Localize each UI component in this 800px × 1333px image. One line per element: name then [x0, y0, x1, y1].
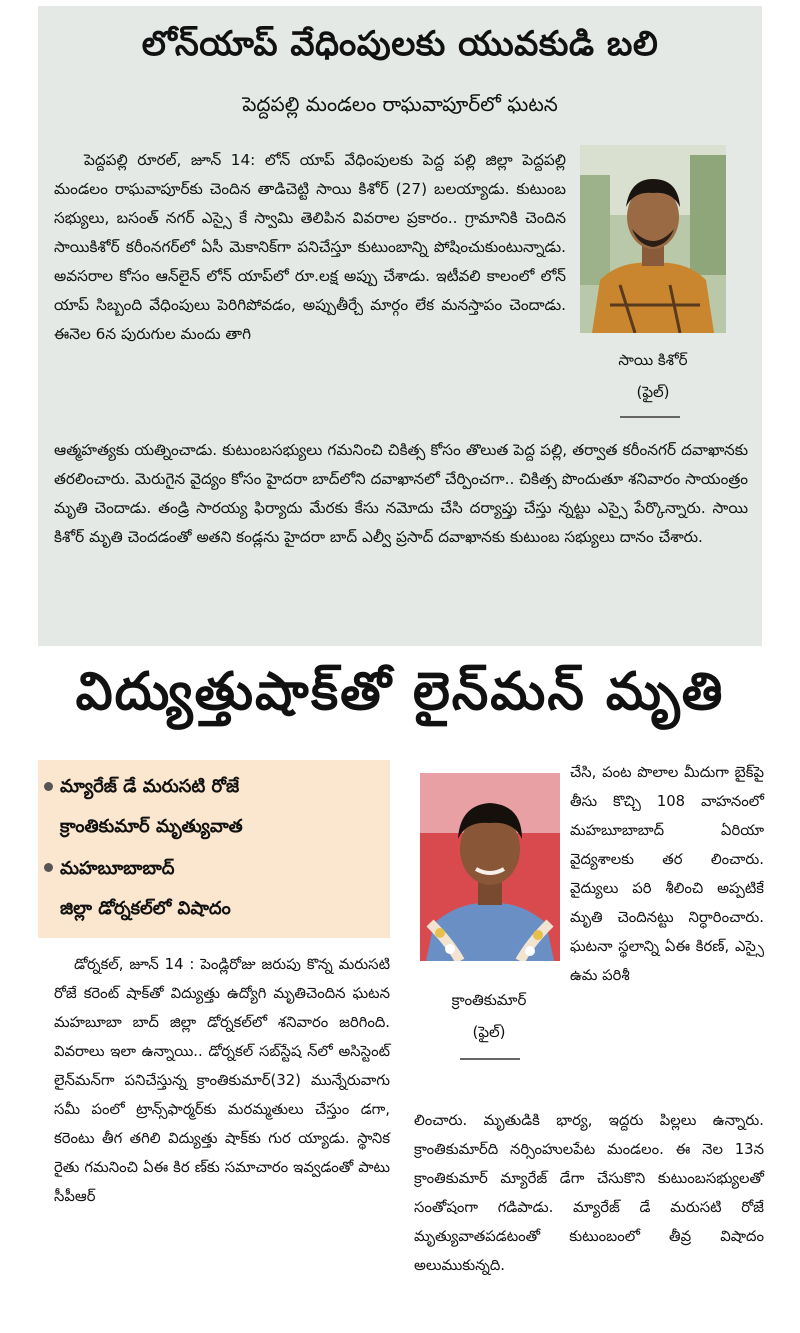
- story1-headline: లోన్‌యాప్‌ వేధింపులకు యువకుడి బలి: [141, 24, 659, 64]
- story1-body-part1: పెద్దపల్లి రూరల్‌, జూన్‌ 14: లోన్‌ యాప్‌ వేధింపులకు పెద్ద పల్లి జిల్లా పెద్దపల్లి మండలం రాఘవాపూర్‌కు చెందిన తాడిచెట్టి సాయి కిశోర్‌ (27) బలయ్యాడు. కుటుంబ సభ్యులు, బసంత్‌ నగర్‌ ఎస్సై కే స్వామి తెలిపిన వివరాల ప్రకారం.. గ్రామానికి చెందిన సాయికిశోర్‌ కరీంనగర్‌లో ఏసీ మెకానిక్‌గా పనిచేస్తూ కుటుంబాన్ని పోషించుకుంటున్నాడు. అవసరాల కోసం ఆన్‌లైన్‌ లోన్‌ యాప్‌లో రూ.లక్ష అప్పు చేశాడు. ఇటీవలి కాలంలో లోన్‌ యాప్‌ సిబ్బంది వేధింపులు పెరిగిపోవడం, అప్పుతీర్చే మార్గం లేక మనస్తాపం చెందాడు. ఈనెల 6న పురుగుల మందు తాగి: [54, 151, 566, 343]
- story2-body-left: డోర్నకల్‌, జూన్‌ 14 : పెండ్లిరోజు జరుపు కొన్న మరుసటి రోజే కరెంట్‌ షాక్‌తో విద్యుత్తు ఉద్యోగి మృతిచెందిన ఘటన మహబూబా బాద్‌ జిల్లా డోర్నకల్‌లో శనివారం జరిగింది. వివరాలు ఇలా ఉన్నాయి.. డోర్నకల్‌ సబ్‌స్టేష న్‌లో అసిస్టెంట్‌ లైన్‌మన్‌గా పనిచేస్తున్న క్రాంతికుమార్‌(32) మున్నేరువాగు సమీ పంలో ట్రాన్స్‌ఫార్మర్‌కు మరమ్మతులు చేస్తుం డగా, కరెంటు తీగ తగిలి విద్యుత్తు షాక్‌కు గుర య్యాడు. స్థానిక రైతు గమనించి ఏఈ కిర ణ్‌కు సమాచారం ఇవ్వడంతో పాటు సీపీఆర్‌: [54, 956, 390, 1205]
- story2-headline: విద్యుత్తుషాక్‌తో లైన్‌మన్‌ మృతి: [75, 662, 725, 722]
- story1-photo-caption-file: (ఫైల్‌): [636, 383, 670, 401]
- highlight-line-2: క్రాంతికుమార్‌ మృత్యువాత: [60, 816, 243, 837]
- story1-subheadline: పెద్దపల్లి మండలం రాఘవాపూర్‌లో ఘటన: [242, 92, 558, 116]
- story1-body-part2: ఆత్మహత్యకు యత్నించాడు. కుటుంబసభ్యులు గమనించి చికిత్స కోసం తొలుత పెద్ద పల్లి, తర్వాత కరీంనగర్‌ దవాఖానకు తరలించారు. మెరుగైన వైద్యం కోసం హైదరా బాద్‌లోని దవాఖానలో చేర్పించగా.. చికిత్స పొందుతూ శనివారం సాయంత్రం మృతి చెందాడు. తండ్రి సారయ్య ఫిర్యాదు మేరకు కేసు నమోదు చేసి దర్యాప్తు చేస్తు న్నట్టు ఎస్సై పేర్కొన్నారు. సాయి కిశోర్‌ మృతి చెందడంతో అతని కండ్లను హైదరా బాద్‌ ఎల్వీ ప్రసాద్‌ దవాఖానకు కుటుంబ సభ్యులు దానం చేశారు.: [54, 441, 748, 546]
- highlight-line-3: మహబూబాబాద్‌: [60, 858, 175, 879]
- kranthikumar-photo: [420, 773, 560, 961]
- story2-body-right-top: చేసి, పంట పొలాల మీదుగా బైక్‌పై తీసు కొచ్చి 108 వాహనంలో మహబూబాబాద్‌ ఏరియా వైద్యశాలకు తర లించారు. వైద్యులు పరి శీలించి అప్పటికే మృతి చెందినట్టు నిర్ధారించారు. ఘటనా స్థలాన్ని ఏఈ కిరణ్‌, ఎస్సై ఉమ పరిశీ: [570, 764, 764, 984]
- sai-kishore-photo: [580, 145, 726, 333]
- highlight-line-4: జిల్లా డోర్నకల్‌లో విషాదం: [60, 898, 231, 919]
- story1-caption-rule: [620, 416, 680, 418]
- story2-caption-rule: [460, 1058, 520, 1060]
- story2-photo-caption-file: (ఫైల్‌): [472, 1023, 506, 1041]
- highlight-line-1: మ్యారేజ్‌ డే మరుసటి రోజే: [60, 776, 240, 797]
- story1-photo-caption-name: సాయి కిశోర్‌: [618, 351, 688, 369]
- story2-body-right-bottom: లించారు. మృతుడికి భార్య, ఇద్దరు పిల్లలు ఉన్నారు. క్రాంతికుమార్‌ది నర్సింహులపేట మండలం. ఈ నెల 13న క్రాంతికుమార్‌ మ్యారేజ్‌ డేగా చేసుకొని కుటుంబసభ్యులతో సంతోషంగా గడిపాడు. మ్యారేజ్‌ డే మరుసటి రోజే మృత్యువాతపడటంతో కుటుంబంలో తీవ్ర విషాదం అలుముకున్నది.: [414, 1112, 764, 1274]
- bullet-icon: [44, 863, 53, 872]
- story2-photo-caption-name: క్రాంతికుమార్‌: [451, 991, 527, 1009]
- bullet-icon: [44, 782, 53, 791]
